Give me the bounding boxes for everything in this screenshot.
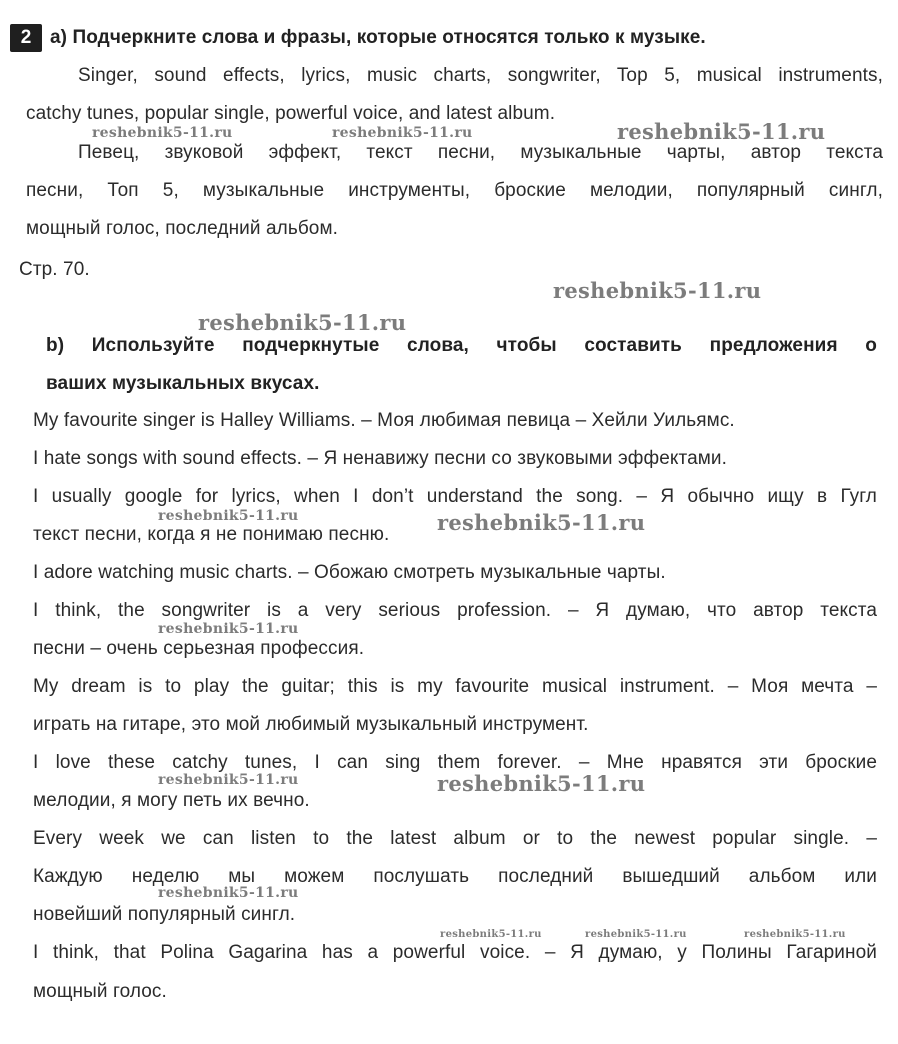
sentence-line-13: Каждую неделю мы можем послушать последний вышедший альбом или	[33, 866, 877, 887]
sentence-line-14: новейший популярный сингл.	[33, 904, 296, 925]
task-number-badge: 2	[10, 24, 42, 52]
watermark: reshebnik5-11.ru	[437, 771, 646, 796]
sentence-line-2: I hate songs with sound effects. – Я ненавижу песни со звуковыми эффектами.	[33, 448, 728, 469]
sentence-line-8: My dream is to play the guitar; this is my favourite musical instrument. – Моя мечта –	[33, 676, 877, 697]
sentence-line-10: I love these catchy tunes, I can sing them forever. – Мне нравятся эти броские	[33, 752, 877, 773]
part-b-title-line-1: b) Используйте подчеркнутые слова, чтобы составить предложения о	[46, 335, 877, 356]
watermark: reshebnik5-11.ru	[617, 119, 826, 144]
watermark: reshebnik5-11.ru	[437, 510, 646, 535]
watermark: reshebnik5-11.ru	[158, 885, 299, 901]
watermark: reshebnik5-11.ru	[585, 929, 687, 940]
watermark: reshebnik5-11.ru	[332, 125, 473, 141]
watermark: reshebnik5-11.ru	[92, 125, 233, 141]
part-a-russian-line-2: песни, Топ 5, музыкальные инструменты, броские мелодии, популярный сингл,	[26, 180, 883, 201]
sentence-line-16: мощный голос.	[33, 981, 167, 1002]
part-a-russian-line-3: мощный голос, последний альбом.	[26, 218, 339, 239]
part-a-english-line-2: catchy tunes, popular single, powerful voice, and latest album.	[26, 103, 556, 124]
sentence-line-1: My favourite singer is Halley Williams. – Моя любимая певица – Хейли Уильямс.	[33, 410, 735, 431]
sentence-line-12: Every week we can listen to the latest album or to the newest popular single. –	[33, 828, 877, 849]
watermark: reshebnik5-11.ru	[158, 508, 299, 524]
sentence-line-9: играть на гитаре, это мой любимый музыкальный инструмент.	[33, 714, 589, 735]
part-a-english-line-1: Singer, sound effects, lyrics, music charts, songwriter, Top 5, musical instruments,	[78, 65, 883, 86]
sentence-line-6: I think, the songwriter is a very serious profession. – Я думаю, что автор текста	[33, 600, 877, 621]
sentence-line-15: I think, that Polina Gagarina has a powerful voice. – Я думаю, у Полины Гагариной	[33, 942, 877, 963]
sentence-line-3: I usually google for lyrics, when I don’t understand the song. – Я обычно ищу в Гугл	[33, 486, 877, 507]
part-a-russian-line-1: Певец, звуковой эффект, текст песни, музыкальные чарты, автор текста	[78, 142, 883, 163]
sentence-line-4: текст песни, когда я не понимаю песню.	[33, 524, 390, 545]
watermark: reshebnik5-11.ru	[440, 929, 542, 940]
page-reference: Стр. 70.	[19, 259, 90, 280]
watermark: reshebnik5-11.ru	[158, 772, 299, 788]
part-b-title-line-2: ваших музыкальных вкусах.	[46, 373, 320, 394]
sentence-line-7: песни – очень серьезная профессия.	[33, 638, 365, 659]
watermark: reshebnik5-11.ru	[553, 278, 762, 303]
sentence-line-11: мелодии, я могу петь их вечно.	[33, 790, 310, 811]
watermark: reshebnik5-11.ru	[158, 621, 299, 637]
part-a-title: a) Подчеркните слова и фразы, которые относятся только к музыке.	[50, 27, 706, 48]
watermark: reshebnik5-11.ru	[198, 310, 407, 335]
watermark: reshebnik5-11.ru	[744, 929, 846, 940]
sentence-line-5: I adore watching music charts. – Обожаю смотреть музыкальные чарты.	[33, 562, 666, 583]
